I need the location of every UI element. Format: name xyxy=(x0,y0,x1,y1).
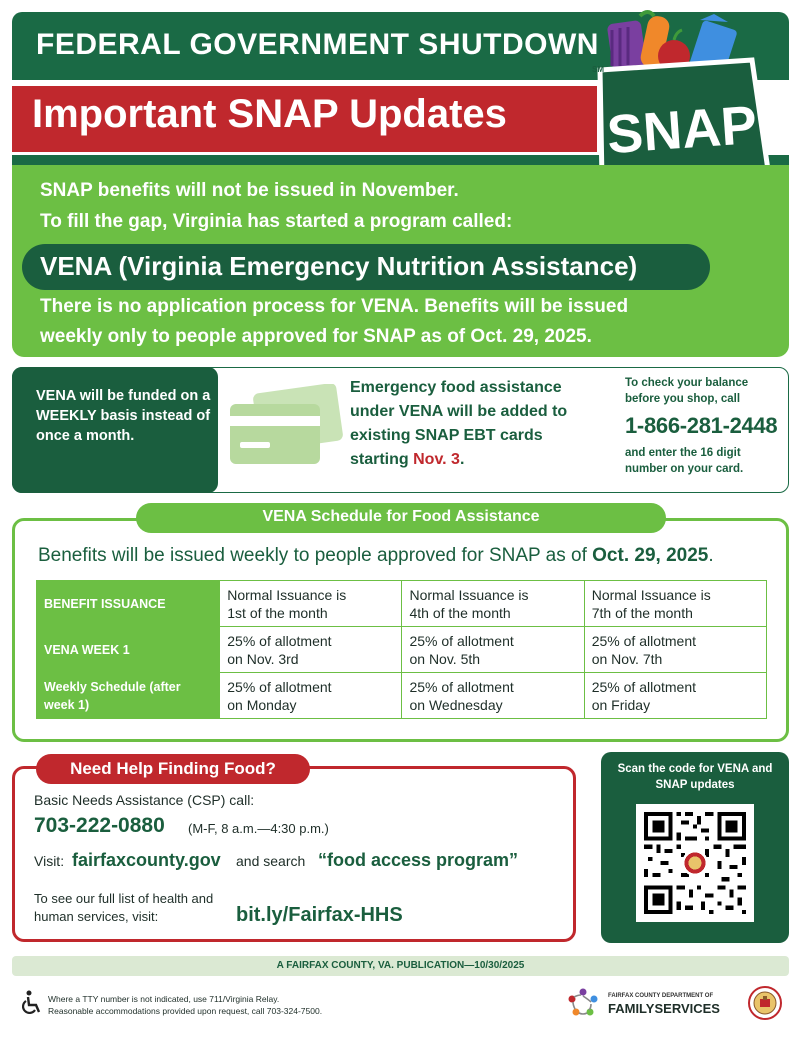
schedule-subtitle xyxy=(38,545,714,567)
help-title: Need Help Finding Food? xyxy=(70,759,276,778)
snap-logo-text: SNAP xyxy=(605,94,759,166)
hhs-short-link[interactable]: bit.ly/Fairfax-HHS xyxy=(236,904,403,926)
row-header: VENA WEEK 1 xyxy=(37,627,220,673)
info-weekly-text: VENA will be funded on a WEEKLY basis instead of once a month. xyxy=(36,388,211,444)
cell-line: 25% of allotment xyxy=(591,632,697,649)
table-row xyxy=(37,581,767,627)
cell-line: 25% of allotment xyxy=(409,632,514,649)
cell-line: Normal Issuance is xyxy=(409,586,529,603)
row-header: BENEFIT ISSUANCE xyxy=(37,581,220,627)
schedule-subtitle-date: Oct. 29, 2025 xyxy=(592,545,709,566)
intro-line-2: To fill the gap, Virginia has started a program called: xyxy=(40,211,513,232)
schedule-table xyxy=(36,580,767,719)
schedule-title: VENA Schedule for Food Assistance xyxy=(262,508,540,525)
publication-text: A FAIRFAX COUNTY, VA. PUBLICATION—10/30/2025 xyxy=(276,960,525,971)
qr-caption: Scan the code for VENA and SNAP updates xyxy=(617,763,773,791)
cell-line: on Nov. 5th xyxy=(409,650,481,667)
table-cell xyxy=(402,673,584,719)
cell-line: Normal Issuance is xyxy=(227,586,347,603)
cell-line: on Friday xyxy=(591,696,651,713)
table-cell xyxy=(584,627,766,673)
cell-line: 25% of allotment xyxy=(409,678,514,695)
family-services-logo-icon xyxy=(565,986,601,1018)
help-search-label: and search xyxy=(236,853,306,869)
table-row xyxy=(37,673,767,719)
table-cell xyxy=(220,673,402,719)
table-cell xyxy=(402,581,584,627)
dept-name-small: FAIRFAX COUNTY DEPARTMENT OF xyxy=(608,993,714,999)
table-cell xyxy=(220,581,402,627)
cell-line: 7th of the month xyxy=(591,604,693,621)
program-name: VENA (Virginia Emergency Nutrition Assistance) xyxy=(40,251,638,281)
start-date: Nov. 3 xyxy=(413,451,460,468)
cell-line: on Nov. 3rd xyxy=(227,650,299,667)
cell-line: on Nov. 7th xyxy=(591,650,663,667)
header-top-line: FEDERAL GOVERNMENT SHUTDOWN xyxy=(36,28,599,61)
table-cell xyxy=(402,627,584,673)
schedule-subtitle-text: Benefits will be issued weekly to people approved for SNAP as of xyxy=(38,545,593,566)
accessibility-note xyxy=(48,993,322,1017)
ebt-card-text xyxy=(350,376,600,472)
help-full-list-text: To see our full list of health and human services, visit: xyxy=(34,891,214,924)
cell-line: on Wednesday xyxy=(409,696,503,713)
balance-check-text: To check your balance before you shop, call xyxy=(625,377,749,405)
help-search-term: “food access program” xyxy=(318,850,519,870)
cell-line: on Monday xyxy=(227,696,297,713)
accommodations-note: Reasonable accommodations provided upon request, call 703-324-7500. xyxy=(48,1006,323,1016)
intro-line-3: There is no application process for VENA. Benefits will be issued xyxy=(40,296,629,317)
help-csp-label: Basic Needs Assistance (CSP) call: xyxy=(34,792,255,808)
balance-instructions: and enter the 16 digit number on your card. xyxy=(625,447,744,475)
intro-line-4: weekly only to people approved for SNAP as of Oct. 29, 2025. xyxy=(40,326,592,347)
cell-line: 25% of allotment xyxy=(227,678,332,695)
intro-line-1: SNAP benefits will not be issued in November. xyxy=(40,180,459,201)
help-phone-hours: (M-F, 8 a.m.—4:30 p.m.) xyxy=(188,821,329,836)
ebt-card-text-main: Emergency food assistance under VENA will be added to existing SNAP EBT cards starting xyxy=(350,379,568,468)
county-seal-icon xyxy=(748,986,782,1020)
cell-line: 25% of allotment xyxy=(591,678,697,695)
help-visit-label: Visit: xyxy=(34,853,65,869)
ebt-card-text-end: . xyxy=(459,451,465,468)
cell-line: 25% of allotment xyxy=(227,632,332,649)
snap-logo-mark: SM xyxy=(592,65,604,74)
cell-line: Normal Issuance is xyxy=(591,586,711,603)
qr-code-icon[interactable] xyxy=(636,804,754,922)
table-cell xyxy=(584,673,766,719)
tty-note: Where a TTY number is not indicated, use 711/Virginia Relay. xyxy=(48,994,280,1004)
help-phone-number[interactable]: 703-222-0880 xyxy=(34,814,165,837)
dept-name-big: FAMILYSERVICES xyxy=(608,1001,720,1016)
balance-phone-number[interactable]: 1-866-281-2448 xyxy=(625,413,778,438)
cell-line: 4th of the month xyxy=(409,604,511,621)
county-website-link[interactable]: fairfaxcounty.gov xyxy=(72,850,221,870)
row-header: Weekly Schedule (after week 1) xyxy=(37,673,220,719)
table-cell xyxy=(584,581,766,627)
page-title: Important SNAP Updates xyxy=(32,92,507,136)
table-cell xyxy=(220,627,402,673)
table-row xyxy=(37,627,767,673)
wheelchair-accessibility-icon xyxy=(20,990,44,1016)
schedule-subtitle-end: . xyxy=(708,545,714,566)
credit-card-icon xyxy=(226,384,344,468)
cell-line: 1st of the month xyxy=(227,604,328,621)
